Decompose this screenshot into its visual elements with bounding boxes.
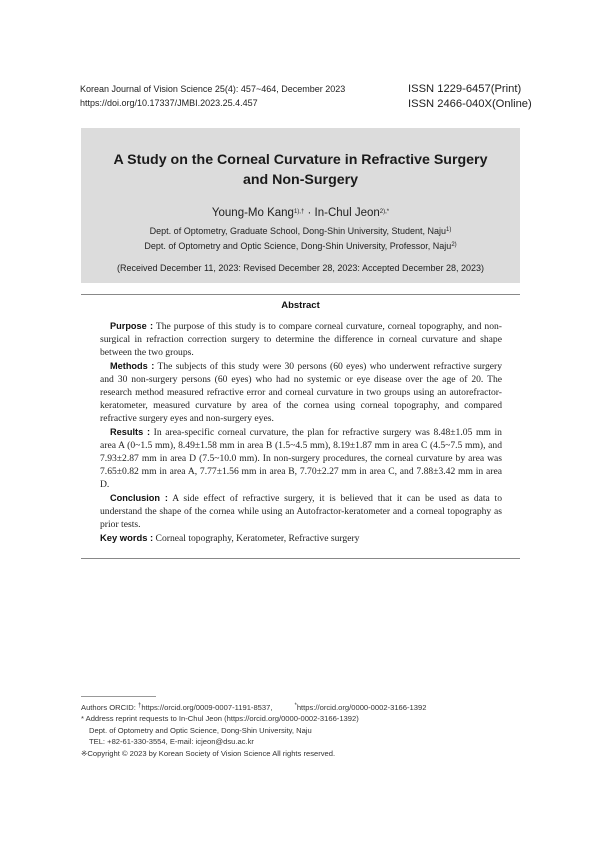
abstract-bottom-rule — [81, 558, 520, 559]
author-line — [81, 206, 520, 220]
conclusion-text: A side effect of refractive surgery, it is believed that it can be used as data to understand the shape of the cornea while using an Autofractor-keratometer and a corneal topography as prior tests. — [100, 492, 502, 531]
doi-link[interactable]: https://doi.org/10.17337/JMBI.2023.25.4.457 — [80, 98, 258, 108]
reprint-request: * Address reprint requests to In-Chul Jeon (https://orcid.org/0000-0002-3166-1392) — [81, 714, 359, 724]
affiliation-1 — [81, 224, 520, 239]
keywords — [100, 532, 359, 544]
abstract-results — [100, 426, 502, 492]
keywords-label: Key words : — [100, 532, 154, 543]
issn-online: ISSN 2466-040X(Online) — [408, 98, 532, 110]
abstract-methods — [100, 360, 502, 426]
keywords-text: Corneal topography, Keratometer, Refractive surgery — [155, 533, 360, 544]
affiliation-2 — [81, 239, 520, 254]
affiliation-1-sup: 1) — [445, 227, 452, 233]
author-2: In-Chul Jeon — [314, 207, 380, 219]
conclusion-label: Conclusion : — [110, 492, 168, 503]
abstract-body — [100, 320, 502, 531]
title-block — [81, 128, 520, 283]
methods-label: Methods : — [110, 360, 155, 371]
author-1-sup: 1),† — [293, 209, 305, 215]
issn-block — [408, 82, 532, 112]
author-separator: · — [307, 207, 312, 219]
issn-print: ISSN 1229-6457(Print) — [408, 83, 522, 95]
journal-header — [80, 82, 345, 110]
copyright: ※Copyright © 2023 by Korean Society of Vision Science All rights reserved. — [81, 748, 336, 758]
purpose-text: The purpose of this study is to compare corneal curvature, corneal topography, and non-surgical in refraction correction surgery to determine the difference in corneal curvature and shape between the two groups. — [100, 321, 502, 359]
paper-title: A Study on the Corneal Curvature in Refractive Surgery and Non-Surgery — [113, 152, 488, 188]
purpose-label: Purpose : — [110, 321, 153, 331]
author-1: Young-Mo Kang — [211, 207, 294, 219]
reprint-dept: Dept. of Optometry and Optic Science, Dong-Shin University, Naju — [89, 725, 312, 735]
methods-text: The subjects of this study were 30 persons (60 eyes) who underwent refractive surgery and 30 non-surgery persons (60 eyes) who had no systemic or eye disease over the age of 20. The research method measured refractive error and corneal curvature in two groups using an autorefractor-keratometer, measured curvature by area of the cornea using corneal topography, and compared refractive surgery eyes and non-surgery eyes. — [100, 360, 503, 425]
footnote-rule — [81, 696, 156, 697]
affiliation-2-sup: 2) — [451, 242, 457, 248]
results-text: In area-specific corneal curvature, the plan for refractive surgery was 8.48±1.05 mm in area A (0~1.5 mm), 8.49±1.58 mm in area B (1.5~4.5 mm), 8.19±1.87 mm in area C (4.5~7.5 mm), and 7.93±2.87 mm in area D (7.5~10.0 mm). In non-surgery procedures, the corneal curvature by area was 7.65±0.82 mm in area A, 7.77±1.56 mm in area B, 7.70±2.27 mm in area C, and 7.88±3.42 mm in area D. — [100, 426, 502, 491]
affiliation-2-text: Dept. of Optometry and Optic Science, Dong-Shin University, Professor, Naju — [144, 241, 452, 251]
orcid-1-link[interactable]: https://orcid.org/0009-0007-1191-8537, — [141, 703, 273, 712]
reprint-contact: TEL: +82-61-330-3554, E-mail: icjeon@dsu.ac.kr — [89, 737, 254, 747]
affiliation-1-text: Dept. of Optometry, Graduate School, Dong-Shin University, Student, Naju — [149, 226, 446, 236]
footnotes — [81, 702, 521, 759]
orcid-label: Authors ORCID: — [81, 703, 138, 712]
orcid-1-sup: † — [137, 703, 142, 709]
abstract-purpose — [100, 320, 502, 360]
orcid-2-sup: * — [294, 703, 297, 709]
author-2-sup: 2),* — [379, 209, 390, 215]
abstract-conclusion — [100, 492, 502, 532]
abstract-top-rule — [81, 294, 520, 295]
orcid-line — [81, 702, 521, 713]
abstract-heading: Abstract — [281, 300, 320, 311]
results-label: Results : — [110, 426, 151, 437]
received-dates: (Received December 11, 2023: Revised December 28, 2023: Accepted December 28, 2023) — [116, 263, 485, 273]
journal-citation: Korean Journal of Vision Science 25(4): 457~464, December 2023 — [80, 84, 346, 94]
orcid-2-link[interactable]: https://orcid.org/0000-0002-3166-1392 — [296, 703, 427, 712]
